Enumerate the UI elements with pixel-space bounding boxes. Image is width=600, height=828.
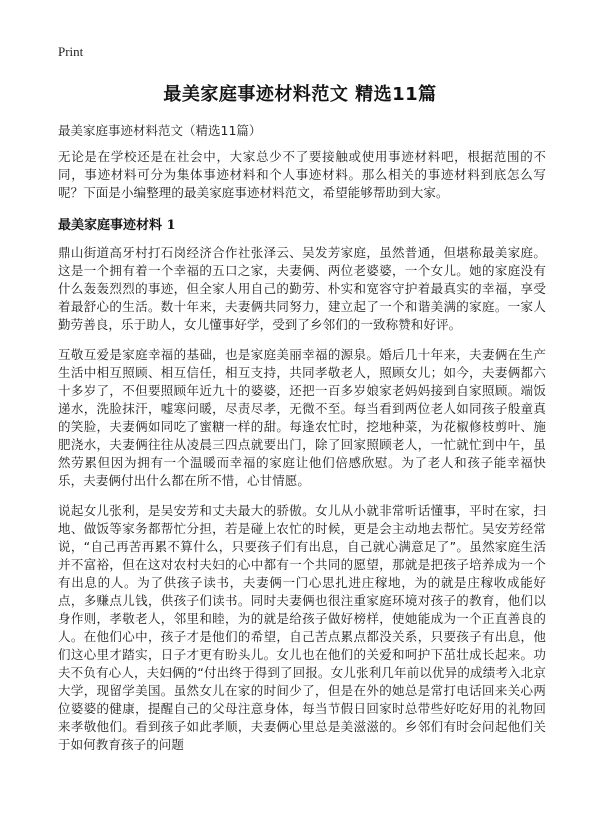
section-heading: 最美家庭事迹材料 1 (58, 218, 176, 233)
body-paragraph: 互敬互爱是家庭幸福的基础，也是家庭美丽幸福的源泉。婚后几十年来，夫妻俩在生产生活中相互照顾、相互信任，相互支持，共同孝敬老人，照顾女儿；如今，夫妻俩都六十多岁了，不但要照顾年近九十的婆婆，还把一百多岁娘家老妈妈接到自家照顾。端饭递水，洗脸抹汗，嘘寒问暖，尽责尽孝，无微不至。每当看到两位老人如同孩子般童真的笑脸，夫妻俩如同吃了蜜糖一样的甜。每逢农忙时，挖地种菜，为花椒修枝剪叶、施肥浇水，夫妻俩往往从凌晨三四点就要出门，除了回家照顾老人，一忙就忙到中午，虽然劳累但因为拥有一个温暖而幸福的家庭让他们倍感欣慰。为了老人和孩子能幸福快乐，夫妻俩付出什么都在所不惜，心甘情愿。 (58, 347, 546, 488)
body-paragraph: 鼎山街道高牙村打石岗经济合作社张泽云、吴发芳家庭，虽然普通，但堪称最美家庭。这是一个拥有着一个幸福的五口之家，夫妻俩、两位老婆婆，一个女儿。她的家庭没有什么轰轰烈烈的事迹，但全家人用自己的勤劳、朴实和宽容守护着最真实的幸福，享受着最舒心的生活。数十年来，夫妻俩共同努力，建立起了一个和谐美满的家庭。一家人勤劳善良，乐于助人，女儿懂事好学，受到了乡邻们的一致称赞和好评。 (58, 245, 546, 332)
print-link[interactable]: Print (58, 44, 84, 59)
document-subtitle: 最美家庭事迹材料范文（精选11篇） (58, 123, 262, 138)
article-body (58, 148, 546, 754)
intro-paragraph: 无论是在学校还是在社会中，大家总少不了要接触或使用事迹材料吧，根据范围的不同，事迹材料可分为集体事迹材料和个人事迹材料。那么相关的事迹材料到底怎么写呢？下面是小编整理的最美家庭事迹材料范文，希望能够帮助到大家。 (58, 149, 546, 200)
document-title: 最美家庭事迹材料范文 精选11篇 (163, 84, 437, 105)
body-paragraph: 说起女儿张利，是吴安芳和丈夫最大的骄傲。女儿从小就非常听话懂事，平时在家，扫地、做饭等家务都帮忙分担，若是碰上农忙的时候，更是会主动地去帮忙。吴安芳经常说，“自己再苦再累不算什么，只要孩子们有出息，自己就心满意足了”。虽然家庭生活并不富裕，但在这对农村夫妇的心中都有一个共同的愿望，那就是把孩子培养成为一个有出息的人。为了供孩子读书，夫妻俩一门心思扎进庄稼地，为的就是庄稼收成能好点，多赚点儿钱，供孩子们读书。同时夫妻俩也很注重家庭环境对孩子的教育，他们以身作则，孝敬老人，邻里和睦，为的就是给孩子做好榜样，使她能成为一个正直善良的人。在他们心中，孩子才是他们的希望，自己苦点累点都没关系，只要孩子有出息，他们这心里才踏实，日子才更有盼头儿。女儿也在他们的关爱和呵护下茁壮成长起来。功夫不负有心人，夫妇俩的“付出终于得到了回报。女儿张利几年前以优异的成绩考入北京大学，现留学美国。虽然女儿在家的时间少了，但是在外的她总是常打电话回来关心两位婆婆的健康，提醒自己的父母注意身体，每当节假日回家时总带些好吃好用的礼物回来孝敬他们。看到孩子如此孝顺，夫妻俩心里总是美滋滋的。乡邻们有时会问起他们关于如何教育孩子的问题 (58, 503, 546, 752)
